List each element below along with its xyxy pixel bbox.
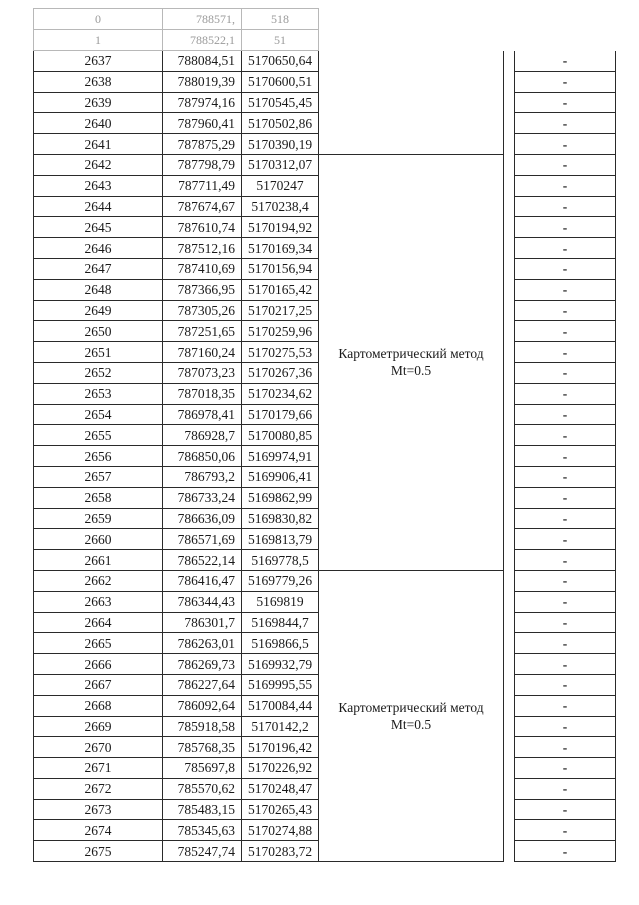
y-coordinate-cell: 5170156,94 [242, 258, 319, 279]
y-coordinate-cell: 5170283,72 [242, 841, 319, 862]
column-gap [504, 674, 515, 695]
y-coordinate-cell: 5170600,51 [242, 71, 319, 92]
y-coordinate-cell: 5170502,86 [242, 113, 319, 134]
x-coordinate-cell: 786636,09 [163, 508, 242, 529]
y-coordinate-cell: 5169830,82 [242, 508, 319, 529]
y-coordinate-cell: 5170247 [242, 175, 319, 196]
status-cell: - [515, 716, 616, 737]
x-coordinate-cell: 787875,29 [163, 134, 242, 155]
y-coordinate-cell: 5170238,4 [242, 196, 319, 217]
column-gap [504, 383, 515, 404]
point-number-cell: 2658 [34, 487, 163, 508]
point-number-cell: 2663 [34, 591, 163, 612]
point-number-cell: 2668 [34, 695, 163, 716]
status-cell: - [515, 758, 616, 779]
status-cell: - [515, 508, 616, 529]
status-cell: - [515, 446, 616, 467]
y-coordinate-cell: 5170265,43 [242, 799, 319, 820]
x-coordinate-cell: 787974,16 [163, 92, 242, 113]
column-gap [504, 217, 515, 238]
x-coordinate-cell: 788571, [163, 9, 242, 30]
point-number-cell: 2667 [34, 674, 163, 695]
point-number-cell: 2662 [34, 570, 163, 591]
status-cell: - [515, 778, 616, 799]
point-number-cell: 2642 [34, 154, 163, 175]
y-coordinate-cell: 5170194,92 [242, 217, 319, 238]
status-cell: - [515, 612, 616, 633]
column-gap [504, 175, 515, 196]
status-cell: - [515, 820, 616, 841]
point-number-cell: 2657 [34, 466, 163, 487]
x-coordinate-cell: 786227,64 [163, 674, 242, 695]
point-number-cell: 2643 [34, 175, 163, 196]
point-number-cell: 2641 [34, 134, 163, 155]
column-gap [504, 508, 515, 529]
status-cell: - [515, 134, 616, 155]
y-coordinate-cell: 5169906,41 [242, 466, 319, 487]
point-number-cell: 2640 [34, 113, 163, 134]
y-coordinate-cell: 5170169,34 [242, 238, 319, 259]
table-row [34, 570, 616, 591]
column-gap [504, 92, 515, 113]
point-number-cell: 2666 [34, 654, 163, 675]
x-coordinate-cell: 787073,23 [163, 362, 242, 383]
x-coordinate-cell: 786269,73 [163, 654, 242, 675]
point-number-cell: 2650 [34, 321, 163, 342]
status-cell: - [515, 362, 616, 383]
column-gap [504, 487, 515, 508]
status-cell: - [515, 383, 616, 404]
y-coordinate-cell: 5170248,47 [242, 778, 319, 799]
point-number-cell: 2653 [34, 383, 163, 404]
x-coordinate-cell: 787160,24 [163, 342, 242, 363]
x-coordinate-cell: 788019,39 [163, 71, 242, 92]
point-number-cell: 2673 [34, 799, 163, 820]
point-number-cell: 2670 [34, 737, 163, 758]
y-coordinate-cell: 5170080,85 [242, 425, 319, 446]
x-coordinate-cell: 787305,26 [163, 300, 242, 321]
y-coordinate-cell: 5170267,36 [242, 362, 319, 383]
column-gap [504, 446, 515, 467]
point-number-cell: 2645 [34, 217, 163, 238]
x-coordinate-cell: 787410,69 [163, 258, 242, 279]
column-gap [504, 196, 515, 217]
status-cell: - [515, 737, 616, 758]
y-coordinate-cell: 5170259,96 [242, 321, 319, 342]
column-gap [504, 154, 515, 175]
status-cell: - [515, 342, 616, 363]
point-number-cell: 2655 [34, 425, 163, 446]
y-coordinate-cell: 5170234,62 [242, 383, 319, 404]
y-coordinate-cell: 5169778,5 [242, 550, 319, 571]
x-coordinate-cell: 786263,01 [163, 633, 242, 654]
column-gap [504, 342, 515, 363]
x-coordinate-cell: 787674,67 [163, 196, 242, 217]
point-number-cell: 2647 [34, 258, 163, 279]
x-coordinate-cell: 786571,69 [163, 529, 242, 550]
column-gap [504, 799, 515, 820]
x-coordinate-cell: 785697,8 [163, 758, 242, 779]
point-number-cell: 2659 [34, 508, 163, 529]
status-cell: - [515, 404, 616, 425]
point-number-cell: 2649 [34, 300, 163, 321]
x-coordinate-cell: 787018,35 [163, 383, 242, 404]
point-number-cell: 2638 [34, 71, 163, 92]
y-coordinate-cell: 5169813,79 [242, 529, 319, 550]
column-gap [504, 113, 515, 134]
point-number-cell: 2652 [34, 362, 163, 383]
x-coordinate-cell: 786793,2 [163, 466, 242, 487]
y-coordinate-cell: 5169995,55 [242, 674, 319, 695]
x-coordinate-cell: 786416,47 [163, 570, 242, 591]
point-number-cell: 2672 [34, 778, 163, 799]
y-coordinate-cell: 5170274,88 [242, 820, 319, 841]
point-number-cell: 2665 [34, 633, 163, 654]
status-cell: - [515, 238, 616, 259]
column-gap [504, 51, 515, 72]
status-cell: - [515, 217, 616, 238]
column-gap [504, 820, 515, 841]
y-coordinate-cell: 518 [242, 9, 319, 30]
x-coordinate-cell: 788522,1 [163, 30, 242, 51]
status-cell: - [515, 92, 616, 113]
status-cell: - [515, 321, 616, 342]
x-coordinate-cell: 787512,16 [163, 238, 242, 259]
column-gap [504, 466, 515, 487]
coordinates-table-body [34, 9, 616, 862]
table-row [34, 154, 616, 175]
method-cell [319, 9, 504, 30]
point-number-cell: 2656 [34, 446, 163, 467]
point-number-cell: 2637 [34, 51, 163, 72]
x-coordinate-cell: 787610,74 [163, 217, 242, 238]
x-coordinate-cell: 785570,62 [163, 778, 242, 799]
point-number-cell: 2661 [34, 550, 163, 571]
column-gap [504, 425, 515, 446]
point-number-cell: 2646 [34, 238, 163, 259]
y-coordinate-cell: 51 [242, 30, 319, 51]
point-number-cell: 2651 [34, 342, 163, 363]
point-number-cell: 2669 [34, 716, 163, 737]
point-number-cell: 2648 [34, 279, 163, 300]
x-coordinate-cell: 787366,95 [163, 279, 242, 300]
status-cell: - [515, 487, 616, 508]
y-coordinate-cell: 5170196,42 [242, 737, 319, 758]
x-coordinate-cell: 788084,51 [163, 51, 242, 72]
column-gap [504, 300, 515, 321]
point-number-cell: 2654 [34, 404, 163, 425]
x-coordinate-cell: 786092,64 [163, 695, 242, 716]
column-gap [504, 30, 515, 51]
point-number-cell: 2644 [34, 196, 163, 217]
x-coordinate-cell: 785247,74 [163, 841, 242, 862]
status-cell: - [515, 154, 616, 175]
column-gap [504, 404, 515, 425]
column-gap [504, 238, 515, 259]
y-coordinate-cell: 5169844,7 [242, 612, 319, 633]
y-coordinate-cell: 5170390,19 [242, 134, 319, 155]
faded-header-row [34, 30, 616, 51]
status-cell: - [515, 570, 616, 591]
method-cell [319, 30, 504, 51]
column-gap [504, 716, 515, 737]
status-cell: - [515, 175, 616, 196]
status-cell [515, 30, 616, 51]
status-cell: - [515, 529, 616, 550]
status-cell: - [515, 258, 616, 279]
x-coordinate-cell: 787711,49 [163, 175, 242, 196]
status-cell: - [515, 674, 616, 695]
status-cell: - [515, 550, 616, 571]
status-cell: - [515, 51, 616, 72]
x-coordinate-cell: 785918,58 [163, 716, 242, 737]
column-gap [504, 529, 515, 550]
x-coordinate-cell: 787798,79 [163, 154, 242, 175]
y-coordinate-cell: 5170179,66 [242, 404, 319, 425]
column-gap [504, 633, 515, 654]
y-coordinate-cell: 5170226,92 [242, 758, 319, 779]
x-coordinate-cell: 786928,7 [163, 425, 242, 446]
column-gap [504, 591, 515, 612]
x-coordinate-cell: 787251,65 [163, 321, 242, 342]
method-cell: Картометрический метод Mt=0.5 [319, 154, 504, 570]
column-gap [504, 570, 515, 591]
y-coordinate-cell: 5170142,2 [242, 716, 319, 737]
method-cell: Картометрический метод Mt=0.5 [319, 570, 504, 861]
column-gap [504, 321, 515, 342]
status-cell: - [515, 300, 616, 321]
point-number-cell: 2674 [34, 820, 163, 841]
column-gap [504, 737, 515, 758]
y-coordinate-cell: 5170275,53 [242, 342, 319, 363]
y-coordinate-cell: 5170650,64 [242, 51, 319, 72]
status-cell: - [515, 799, 616, 820]
column-gap [504, 695, 515, 716]
status-cell: - [515, 113, 616, 134]
column-gap [504, 71, 515, 92]
y-coordinate-cell: 5169779,26 [242, 570, 319, 591]
x-coordinate-cell: 786301,7 [163, 612, 242, 633]
point-number-cell: 2671 [34, 758, 163, 779]
column-gap [504, 550, 515, 571]
status-cell: - [515, 633, 616, 654]
y-coordinate-cell: 5170545,45 [242, 92, 319, 113]
status-cell: - [515, 591, 616, 612]
column-gap [504, 612, 515, 633]
x-coordinate-cell: 785483,15 [163, 799, 242, 820]
status-cell: - [515, 841, 616, 862]
column-gap [504, 654, 515, 675]
column-gap [504, 279, 515, 300]
faded-header-row [34, 9, 616, 30]
coordinates-table [33, 8, 616, 862]
status-cell: - [515, 71, 616, 92]
table-row [34, 51, 616, 72]
y-coordinate-cell: 5170165,42 [242, 279, 319, 300]
x-coordinate-cell: 787960,41 [163, 113, 242, 134]
y-coordinate-cell: 5170312,07 [242, 154, 319, 175]
status-cell: - [515, 466, 616, 487]
status-cell: - [515, 425, 616, 446]
column-gap [504, 258, 515, 279]
y-coordinate-cell: 5169974,91 [242, 446, 319, 467]
y-coordinate-cell: 5169862,99 [242, 487, 319, 508]
point-number-cell: 1 [34, 30, 163, 51]
point-number-cell: 2675 [34, 841, 163, 862]
column-gap [504, 134, 515, 155]
x-coordinate-cell: 786978,41 [163, 404, 242, 425]
x-coordinate-cell: 785768,35 [163, 737, 242, 758]
point-number-cell: 2660 [34, 529, 163, 550]
x-coordinate-cell: 786522,14 [163, 550, 242, 571]
x-coordinate-cell: 786850,06 [163, 446, 242, 467]
status-cell: - [515, 695, 616, 716]
y-coordinate-cell: 5170217,25 [242, 300, 319, 321]
point-number-cell: 0 [34, 9, 163, 30]
x-coordinate-cell: 785345,63 [163, 820, 242, 841]
method-cell [319, 51, 504, 155]
status-cell [515, 9, 616, 30]
column-gap [504, 778, 515, 799]
point-number-cell: 2639 [34, 92, 163, 113]
status-cell: - [515, 279, 616, 300]
column-gap [504, 758, 515, 779]
status-cell: - [515, 654, 616, 675]
column-gap [504, 841, 515, 862]
column-gap [504, 362, 515, 383]
y-coordinate-cell: 5169866,5 [242, 633, 319, 654]
status-cell: - [515, 196, 616, 217]
column-gap [504, 9, 515, 30]
x-coordinate-cell: 786733,24 [163, 487, 242, 508]
y-coordinate-cell: 5170084,44 [242, 695, 319, 716]
y-coordinate-cell: 5169932,79 [242, 654, 319, 675]
x-coordinate-cell: 786344,43 [163, 591, 242, 612]
point-number-cell: 2664 [34, 612, 163, 633]
y-coordinate-cell: 5169819 [242, 591, 319, 612]
